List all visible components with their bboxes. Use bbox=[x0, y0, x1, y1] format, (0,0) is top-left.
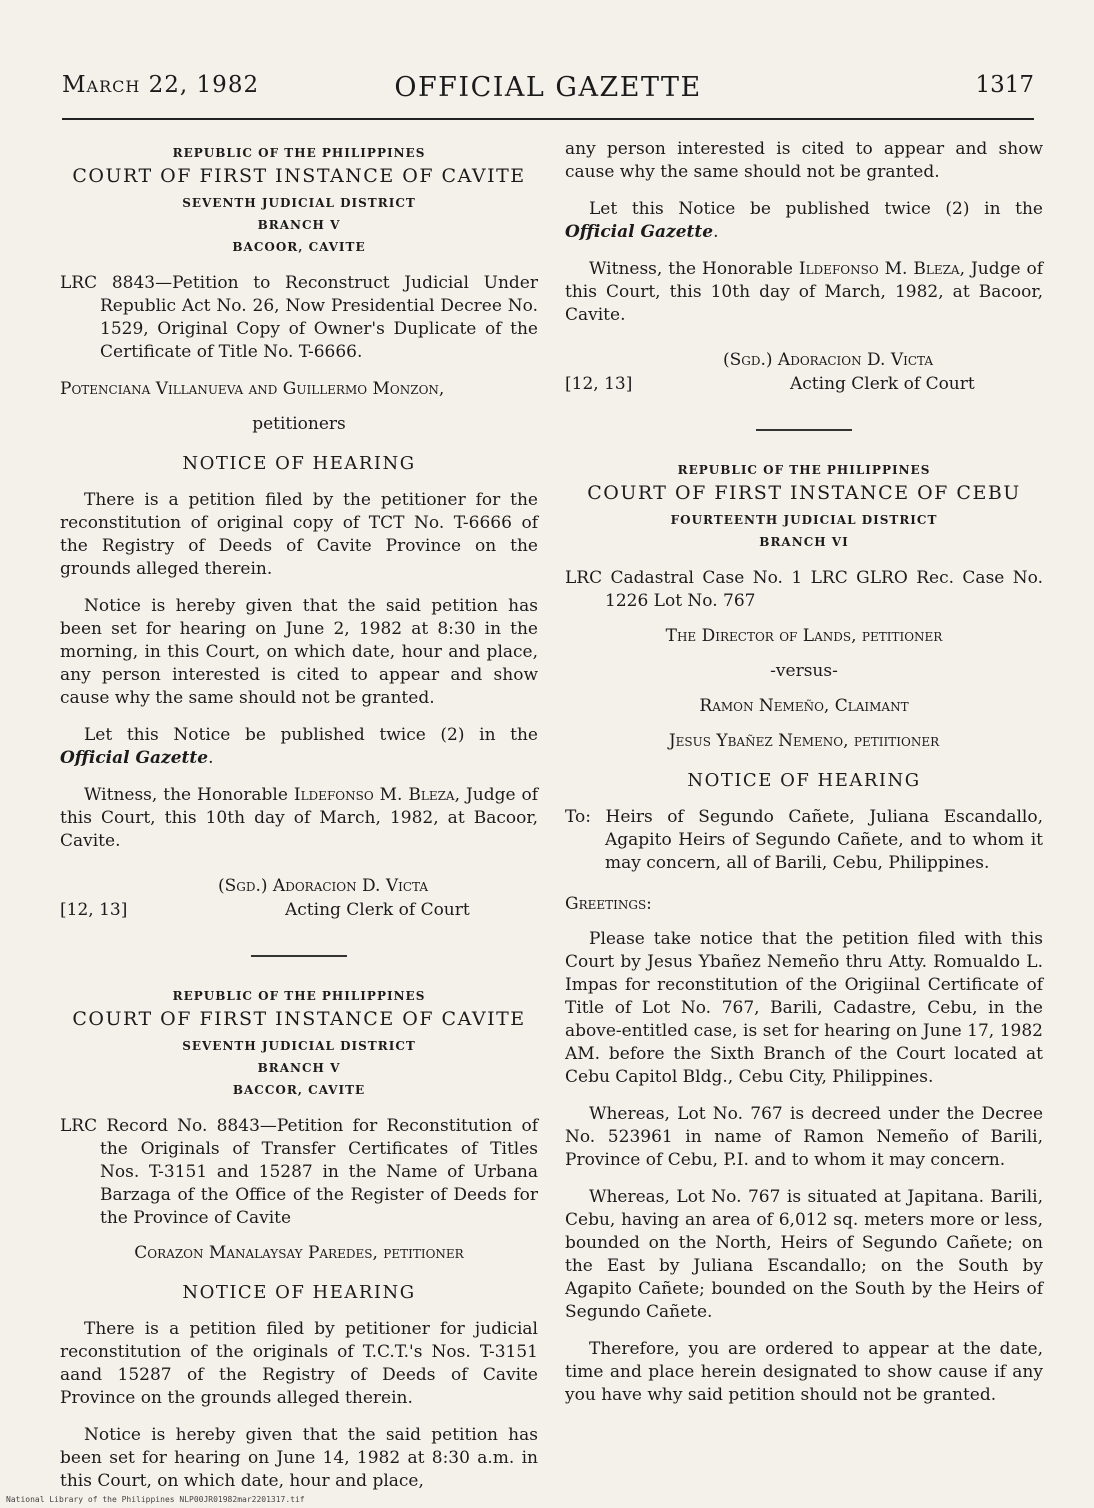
paragraph: There is a petition filed by petitioner for judicial reconstitution of the originals of T.C.T.'s Nos. T-3151 aand 15287 of the Registry of Deeds of Cavite Province on the grounds alleged therein. bbox=[60, 1319, 538, 1408]
publication-paragraph: Let this Notice be published twice (2) in the Official Gazette. bbox=[60, 725, 538, 768]
notice-heading: NOTICE OF HEARING bbox=[687, 770, 921, 791]
court-heading: COURT OF FIRST INSTANCE OF CAVITE bbox=[72, 165, 526, 187]
scan-footer: National Library of the Philippines NLP00JR01982mar2201317.tif bbox=[6, 1495, 305, 1504]
second-petitioner: Jesus Ybañez Nemeno, petiitioner bbox=[668, 731, 940, 751]
clerk-title: Acting Clerk of Court bbox=[790, 374, 975, 394]
notice-divider bbox=[251, 955, 347, 957]
petitioner: The Director of Lands, petitioner bbox=[665, 626, 943, 646]
paragraph: any person interested is cited to appear and show cause why the same should not be granted. bbox=[565, 139, 1043, 182]
clerk-title: Acting Clerk of Court bbox=[285, 900, 470, 920]
paragraph: Whereas, Lot No. 767 is situated at Japitana. Barili, Cebu, having an area of 6,012 sq. meters more or less, bounded on the North, Heirs of Segundo Cañete; on the East by Juliana Escandallo; on the South by Agapito Cañete; bounded on the South by the Heirs of Segundo Cañete. bbox=[565, 1187, 1043, 1322]
page-number: 1317 bbox=[975, 72, 1034, 98]
district-heading: SEVENTH JUDICIAL DISTRICT bbox=[182, 196, 416, 210]
left-column bbox=[60, 138, 538, 1507]
branch-heading: BRANCH V bbox=[257, 1061, 341, 1075]
case-title: LRC Record No. 8843—Petition for Reconstitution of the Originals of Transfer Certificates of Titles Nos. T-3151 and 15287 in the Name of Urbana Barzaga of the Office of the Register of Deeds for the Province of Cavite bbox=[60, 1116, 538, 1228]
notice-divider bbox=[756, 429, 852, 431]
paragraph: Please take notice that the petition filed with this Court by Jesus Ybañez Nemeño thru Atty. Romualdo L. Impas for reconstitution of the Origiinal Certificate of Title of Lot No. 767, Barili, Cadastre, Cebu, in the above-entitled case, is set for hearing on June 17, 1982 AM. before the Sixth Branch of the Court located at Cebu Capitol Bldg., Cebu City, Philippines. bbox=[565, 929, 1043, 1087]
header-rule bbox=[62, 118, 1034, 120]
paragraph: Therefore, you are ordered to appear at the date, time and place herein designated to show cause if any you have why said petition should not be granted. bbox=[565, 1339, 1043, 1405]
page-header bbox=[62, 72, 1034, 112]
notice-heading: NOTICE OF HEARING bbox=[182, 453, 416, 474]
issue-numbers: [12, 13] bbox=[60, 900, 128, 920]
signed-by: (Sgd.) Adoracion D. Victa bbox=[723, 350, 934, 370]
notice-heading: NOTICE OF HEARING bbox=[182, 1282, 416, 1303]
place-heading: BACCOR, CAVITE bbox=[232, 1083, 366, 1097]
court-heading: COURT OF FIRST INSTANCE OF CAVITE bbox=[72, 1008, 526, 1030]
district-heading: SEVENTH JUDICIAL DISTRICT bbox=[182, 1039, 416, 1053]
publication-paragraph: Let this Notice be published twice (2) in the Official Gazette. bbox=[565, 199, 1043, 242]
parties: Potenciana Villanueva and Guillermo Monzon, bbox=[60, 379, 445, 399]
republic-heading: REPUBLIC OF THE PHILIPPINES bbox=[172, 989, 426, 1003]
paragraph: Notice is hereby given that the said petition has been set for hearing on June 14, 1982 at 8:30 a.m. in this Court, on which date, hour and place, bbox=[60, 1425, 538, 1491]
signed-by: (Sgd.) Adoracion D. Victa bbox=[218, 876, 429, 896]
paragraph: Whereas, Lot No. 767 is decreed under the Decree No. 523961 in name of Ramon Nemeño of Barili, Province of Cebu, P.I. and to whom it may concern. bbox=[565, 1104, 1043, 1170]
judge-name: Ildefonso M. Bleza bbox=[798, 259, 960, 279]
greetings: Greetings: bbox=[565, 894, 652, 914]
witness-paragraph: Witness, the Honorable Ildefonso M. Bleza, Judge of this Court, this 10th day of March, 1982, at Bacoor, Cavite. bbox=[60, 785, 539, 851]
parties: Corazon Manalaysay Paredes, petitioner bbox=[134, 1243, 464, 1263]
right-column bbox=[565, 138, 1043, 1421]
case-title: LRC 8843—Petition to Reconstruct Judicial Under Republic Act No. 26, Now Presidential Decree No. 1529, Original Copy of Owner's Duplicate of the Certificate of Title No. T-6666. bbox=[60, 273, 538, 362]
case-title: LRC Cadastral Case No. 1 LRC GLRO Rec. Case No. 1226 Lot No. 767 bbox=[565, 568, 1043, 611]
gazette-name: Official Gazette bbox=[60, 748, 209, 768]
court-heading: COURT OF FIRST INSTANCE OF CEBU bbox=[587, 482, 1021, 504]
paragraph: There is a petition filed by the petitioner for the reconstitution of original copy of TCT No. T-6666 of the Registry of Deeds of Cavite Province on the grounds alleged therein. bbox=[60, 490, 538, 579]
paragraph: Notice is hereby given that the said petition has been set for hearing on June 2, 1982 at 8:30 in the morning, in this Court, on which date, hour and place, any person interested is cited to appear and show cause why the same should not be granted. bbox=[60, 596, 538, 708]
claimant: Ramon Nemeño, Claimant bbox=[699, 696, 909, 716]
gazette-name: Official Gazette bbox=[565, 222, 714, 242]
issue-numbers: [12, 13] bbox=[565, 374, 633, 394]
witness-paragraph: Witness, the Honorable Ildefonso M. Bleza, Judge of this Court, this 10th day of March, 1982, at Bacoor, Cavite. bbox=[565, 259, 1044, 325]
signature-block bbox=[60, 875, 538, 927]
branch-heading: BRANCH VI bbox=[759, 535, 849, 549]
district-heading: FOURTEENTH JUDICIAL DISTRICT bbox=[670, 513, 938, 527]
addressees: To: Heirs of Segundo Cañete, Juliana Escandallo, Agapito Heirs of Segundo Cañete, and to whom it may concern, all of Barili, Cebu, Philippines. bbox=[565, 807, 1043, 873]
party-role: petitioners bbox=[252, 414, 346, 434]
branch-heading: BRANCH V bbox=[257, 218, 341, 232]
republic-heading: REPUBLIC OF THE PHILIPPINES bbox=[172, 146, 426, 160]
publication-title: OFFICIAL GAZETTE bbox=[394, 72, 702, 103]
place-heading: BACOOR, CAVITE bbox=[232, 240, 366, 254]
versus: -versus- bbox=[770, 661, 838, 681]
issue-date: March 22, 1982 bbox=[62, 72, 260, 98]
judge-name: Ildefonso M. Bleza bbox=[293, 785, 455, 805]
signature-block bbox=[565, 349, 1043, 401]
republic-heading: REPUBLIC OF THE PHILIPPINES bbox=[677, 463, 931, 477]
